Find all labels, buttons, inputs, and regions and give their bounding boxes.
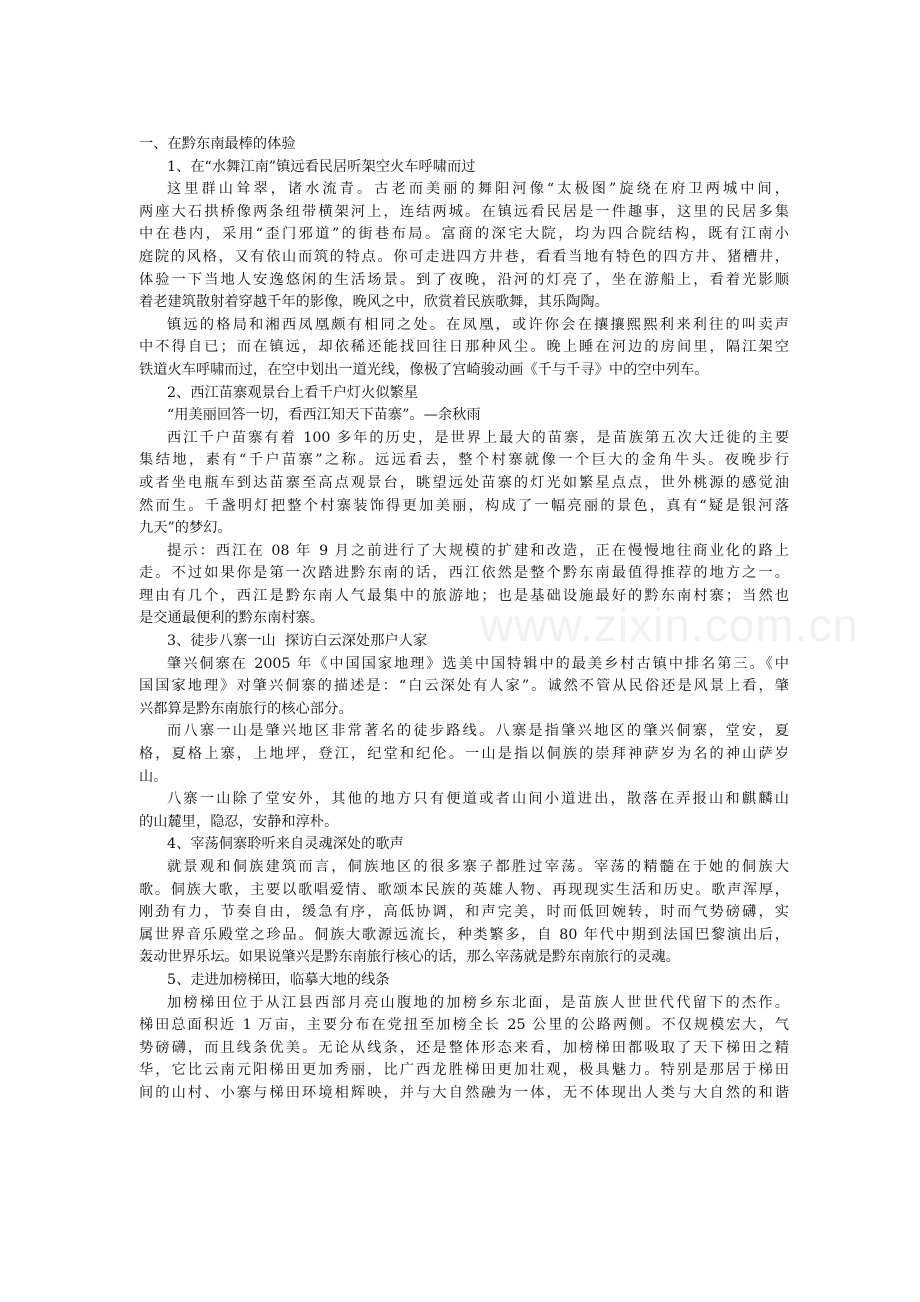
paragraph-line: 理由有几个，西江是黔东南人气最集中的旅游地；也是基础设施最好的黔东南村寨；当然也 — [139, 587, 789, 604]
section-5-title: 5、走进加榜梯田，临摹大地的线条 — [167, 971, 390, 988]
paragraph-line: 轰动世界乐坛。如果说肇兴是黔东南旅行核心的话，那么宰荡就是黔东南旅行的灵魂。 — [139, 949, 681, 966]
paragraph-line: 两座大石拱桥像两条纽带横架河上，连结两城。在镇远看民居是一件趣事，这里的民居多集 — [139, 203, 789, 220]
paragraph-line: 而八寨一山是肇兴地区非常著名的徒步路线。八寨是指肇兴地区的肇兴侗寨，堂安，夏 — [167, 723, 789, 740]
paragraph-line: 然而生。千盏明灯把整个村寨装饰得更加美丽，构成了一幅亮丽的景色，真有“疑是银河落 — [139, 497, 789, 514]
paragraph-line: 格，夏格上寨，上地坪，登江，纪堂和纪伦。一山是指以侗族的崇拜神萨岁为名的神山萨岁 — [139, 746, 789, 763]
paragraph-line: 歌。侗族大歌，主要以歌唱爱情、歌颂本民族的英雄人物、再现现实生活和历史。歌声浑厚， — [139, 881, 789, 898]
section-1-title: 1、在“水舞江南”镇远看民居听架空火车呼啸而过 — [167, 158, 476, 175]
paragraph-line: 提示：西江在 08 年 9 月之前进行了大规模的扩建和改造，正在慢慢地往商业化的路上 — [167, 542, 789, 559]
paragraph-line: 刚劲有力，节奏自由，缓急有序，高低协调，和声完美，时而低回婉转，时而气势磅礴，实 — [139, 904, 789, 921]
section-4-title: 4、宰荡侗寨聆听来自灵魂深处的歌声 — [167, 836, 404, 853]
paragraph-line: 加榜梯田位于从江县西部月亮山腹地的加榜乡东北面，是苗族人世世代代留下的杰作。 — [167, 994, 789, 1011]
paragraph-line: 体验一下当地人安逸悠闲的生活场景。到了夜晚，沿河的灯亮了，坐在游船上，看着光影顺 — [139, 271, 789, 288]
main-heading: 一、在黔东南最棒的体验 — [139, 136, 296, 152]
section-3-title: 3、徒步八寨一山 探访白云深处那户人家 — [167, 633, 428, 650]
paragraph-line: 西江千户苗寨有着 100 多年的历史，是世界上最大的苗寨，是苗族第五次大迁徙的主要 — [167, 429, 789, 446]
paragraph-line: 华，它比云南元阳梯田更加秀丽，比广西龙胜梯田更加壮观，极具魅力。特别是那居于梯田 — [139, 1062, 789, 1079]
watermark-text: www.zixin.com.cn — [480, 599, 859, 651]
paragraph-line: 国国家地理》对肇兴侗寨的描述是：“白云深处有人家”。诚然不管从民俗还是风景上看，肇 — [139, 678, 789, 695]
paragraph-line: 梯田总面积近 1 万亩，主要分布在党扭至加榜全长 25 公里的公路两侧。不仅规模宏大，气 — [139, 1017, 789, 1034]
document-page — [139, 133, 789, 1105]
paragraph-line: 着老建筑散射着穿越千年的影像，晚风之中，欣赏着民族歌舞，其乐陶陶。 — [139, 294, 609, 311]
paragraph-line: 庭院的风格，又有依山而筑的特点。你可走进四方井巷，看看当地有特色的四方井、猪槽井， — [139, 248, 789, 265]
quote-line: “用美丽回答一切，看西江知天下苗寨”。—余秋雨 — [167, 407, 481, 424]
paragraph-line: 或者坐电瓶车到达苗寨至高点观景台，眺望远处苗寨的灯光如繁星点点，世外桃源的感觉油 — [139, 474, 789, 491]
paragraph-line: 是交通最便利的黔东南村寨。 — [139, 610, 325, 627]
paragraph-line: 中在巷内，采用“歪门邪道”的街巷布局。富商的深宅大院，均为四合院结构，既有江南小 — [139, 226, 789, 243]
paragraph-line: 集结地，素有“千户苗寨”之称。远远看去，整个村寨就像一个巨大的金角牛头。夜晚步行 — [139, 452, 789, 469]
paragraph-line: 山。 — [139, 768, 168, 785]
paragraph-line: 属世界音乐殿堂之珍品。侗族大歌源远流长，种类繁多，自 80 年代中期到法国巴黎演出后， — [139, 926, 789, 943]
paragraph-line: 镇远的格局和湘西凤凰颇有相同之处。在凤凰，或许你会在攘攘熙熙利来利往的叫卖声 — [167, 316, 789, 333]
paragraph-line: 走。不过如果你是第一次踏进黔东南的话，西江依然是整个黔东南最值得推荐的地方之一。 — [139, 565, 789, 582]
paragraph-line: 九天”的梦幻。 — [139, 520, 232, 537]
paragraph-line: 这里群山耸翠，诸水流青。古老而美丽的舞阳河像“太极图”旋绕在府卫两城中间， — [167, 181, 789, 198]
paragraph-line: 势磅礴，而且线条优美。无论从线条，还是整体形态来看，加榜梯田都吸取了天下梯田之精 — [139, 1039, 789, 1056]
paragraph-line: 间的山村、小寨与梯田环境相辉映，并与大自然融为一体，无不体现出人类与大自然的和谐 — [139, 1084, 789, 1101]
section-2-title: 2、西江苗寨观景台上看千户灯火似繁星 — [167, 384, 419, 401]
paragraph-line: 兴都算是黔东南旅行的核心部分。 — [139, 700, 353, 717]
paragraph-line: 的山麓里，隐忍，安静和淳朴。 — [139, 813, 339, 830]
paragraph-line: 就景观和侗族建筑而言，侗族地区的很多寨子都胜过宰荡。宰荡的精髓在于她的侗族大 — [167, 859, 789, 875]
paragraph-line: 铁道火车呼啸而过，在空中划出一道光线，像极了宫崎骏动画《千与千寻》中的空中列车。 — [139, 361, 709, 378]
paragraph-line: 中不得自已；而在镇远，却依稀还能找回往日那种风尘。晚上睡在河边的房间里，隔江架空 — [139, 339, 789, 356]
paragraph-line: 肇兴侗寨在 2005 年《中国国家地理》选美中国特辑中的最美乡村古镇中排名第三。《中 — [167, 655, 789, 672]
paragraph-line: 八寨一山除了堂安外，其他的地方只有便道或者山间小道进出，散落在弄报山和麒麟山 — [167, 791, 789, 808]
